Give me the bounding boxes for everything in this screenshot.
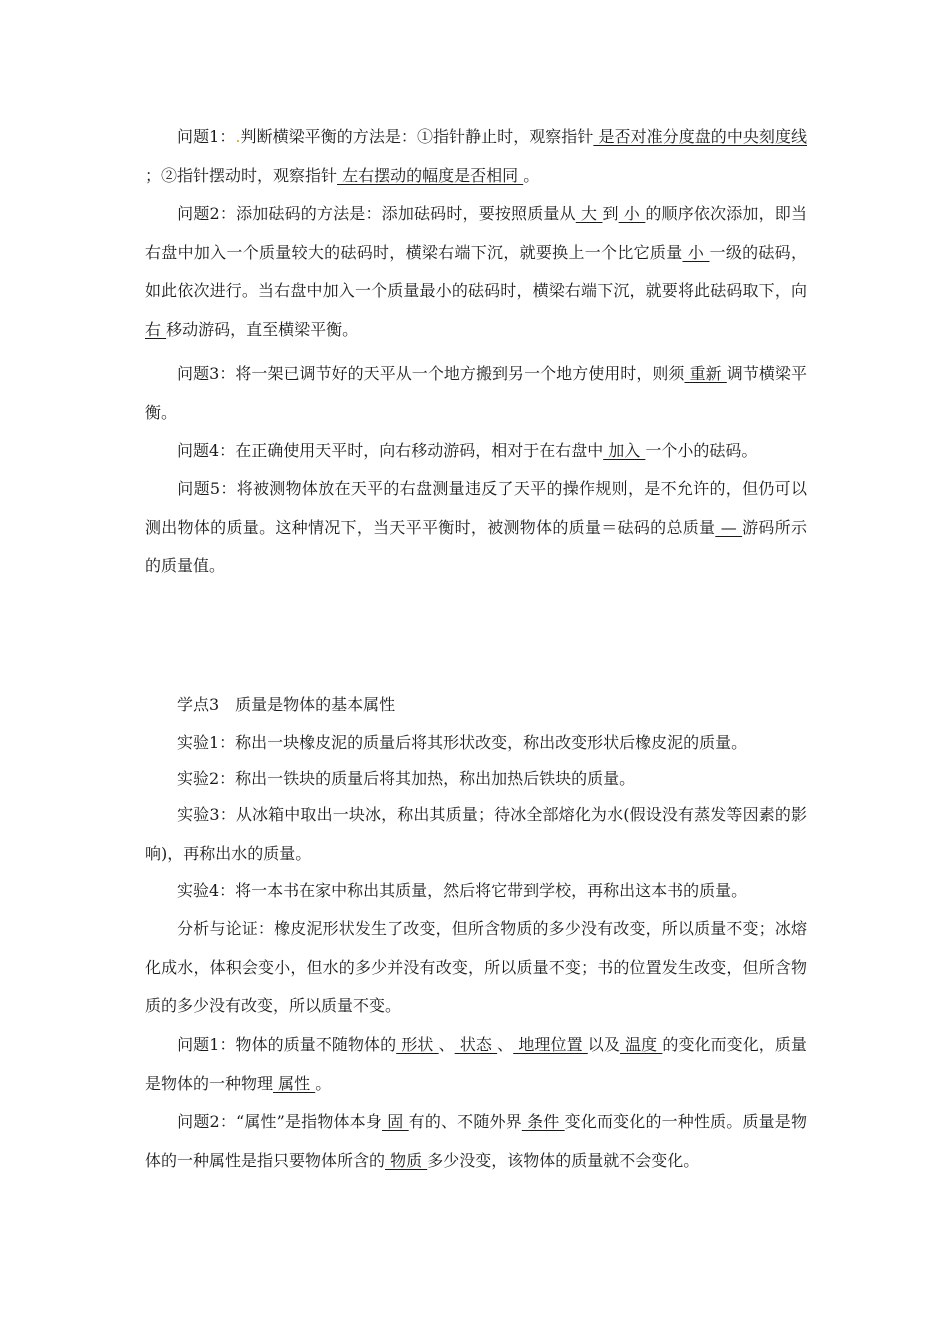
s2q1-text: 。	[315, 1073, 332, 1093]
q1-prefix: 问题1：	[177, 127, 236, 146]
answer-blank: 条件	[521, 1112, 565, 1131]
q5-prefix: 问题5：	[177, 479, 237, 498]
s2-question-1	[145, 1026, 807, 1103]
experiment-text: 实验4：将一本书在家中称出其质量，然后将它带到学校，再称出这本书的质量。	[177, 881, 748, 900]
experiment-text: 实验1：称出一块橡皮泥的质量后将其形状改变，称出改变形状后橡皮泥的质量。	[177, 733, 748, 752]
answer-blank: 地理位置	[513, 1035, 588, 1054]
s2q2-text: 变化而变化的一种性质。质量是物体的一种属性是指只要物体所含的	[145, 1112, 807, 1170]
answer-blank: 左右摆动的幅度是否相同	[337, 165, 524, 185]
q4-text: 一个小的砝码。	[645, 441, 758, 460]
analysis-text: 分析与论证：橡皮泥形状发生了改变，但所含物质的多少没有改变，所以质量不变；冰熔化成水，体积会变小，但水的多少并没有改变，所以质量不变；书的位置发生改变，但所含物质的多少没有改变，所以质量不变。	[145, 919, 807, 1015]
answer-blank: 属性	[273, 1073, 316, 1093]
q2-text: 移动游码，直至横梁平衡。	[166, 319, 359, 339]
answer-blank: 小	[618, 204, 646, 223]
s2q1-text: 物体的质量不随物体的	[235, 1035, 397, 1054]
s2q1-text: 以及	[587, 1035, 620, 1054]
experiment-4	[145, 872, 807, 911]
answer-blank: 状态	[454, 1035, 498, 1054]
q1-text: ；②指针摆动时，观察指针	[145, 165, 338, 185]
q1-text: 。	[523, 165, 540, 185]
s2q2-text: “属性”是指物体本身	[236, 1112, 382, 1131]
separator: 、	[497, 1035, 514, 1054]
experiment-2	[145, 760, 807, 799]
section-heading	[145, 686, 807, 725]
answer-blank: 温度	[619, 1035, 663, 1054]
s1-question-5	[145, 470, 807, 586]
q3-text: 将一架已调节好的天平从一个地方搬到另一个地方使用时，则须	[235, 364, 685, 383]
s2q2-text: 多少没变，该物体的质量就不会变化。	[427, 1150, 700, 1170]
experiment-text: 实验2：称出一铁块的质量后将其加热，称出加热后铁块的质量。	[177, 769, 636, 788]
q5-text: 将被测物体放在天平的右盘测量违反了天平的操作规则，是不允许的，但仍可以测出物体的质量。这种情况下，当天平平衡时，被测物体的质量＝砝码的总质量	[145, 479, 807, 537]
answer-blank: 右	[145, 319, 167, 339]
s2q2-prefix: 问题2：	[177, 1112, 236, 1131]
separator: 、	[438, 1035, 455, 1054]
q3-text: 调节横梁平衡。	[145, 364, 807, 422]
edit-mark: .	[235, 127, 241, 146]
answer-blank: 大	[575, 204, 603, 223]
q3-prefix: 问题3：	[177, 364, 236, 383]
q2-text: 添加砝码的方法是：添加砝码时，要按照质量从	[236, 204, 576, 223]
answer-blank: 物质	[385, 1150, 428, 1170]
heading-text: 学点3 质量是物体的基本属性	[177, 695, 396, 714]
q2-text: 到	[602, 204, 619, 223]
answer-blank: 加入	[603, 441, 646, 460]
s2q2-text: 有的、不随外界	[408, 1112, 522, 1131]
s2-question-2	[145, 1103, 807, 1180]
experiment-1	[145, 724, 807, 763]
experiment-3	[145, 796, 807, 873]
answer-blank: 重新	[684, 364, 727, 383]
s2q1-prefix: 问题1：	[177, 1035, 236, 1054]
q4-text: 在正确使用天平时，向右移动游码，相对于在右盘中	[235, 441, 604, 460]
answer-blank: 固	[382, 1112, 409, 1131]
q2-text: 的顺序依次添加，即当右盘中加入一个质量较大的砝码时，横梁右端下沉，就要换上一个比它质量	[145, 204, 807, 262]
s1-question-2	[145, 195, 807, 349]
s2q1-text: 的变化而变化，质量是物体的一种物理	[145, 1035, 807, 1093]
s1-question-3	[145, 355, 807, 432]
experiment-text: 实验3：从冰箱中取出一块冰，称出其质量；待冰全部熔化为水(假设没有蒸发等因素的影响)，再称出水的质量。	[145, 805, 807, 863]
answer-blank: 小	[682, 242, 710, 262]
q5-text: 游码所示的质量值。	[145, 517, 807, 575]
q2-text: 一级的砝码，如此依次进行。当右盘中加入一个质量最小的砝码时，横梁右端下沉，就要将此砝码取下，向	[145, 242, 807, 300]
q1-text: 判断横梁平衡的方法是：①指针静止时，观察指针	[240, 127, 594, 146]
answer-blank: 形状	[396, 1035, 439, 1054]
q4-prefix: 问题4：	[177, 441, 236, 460]
q2-prefix: 问题2：	[177, 204, 237, 223]
analysis-paragraph	[145, 910, 807, 1026]
s1-question-4	[145, 432, 807, 471]
s1-question-1	[145, 118, 807, 195]
answer-blank: 是否对准分度盘的中央刻度线	[593, 127, 807, 146]
answer-blank: —	[715, 517, 743, 537]
